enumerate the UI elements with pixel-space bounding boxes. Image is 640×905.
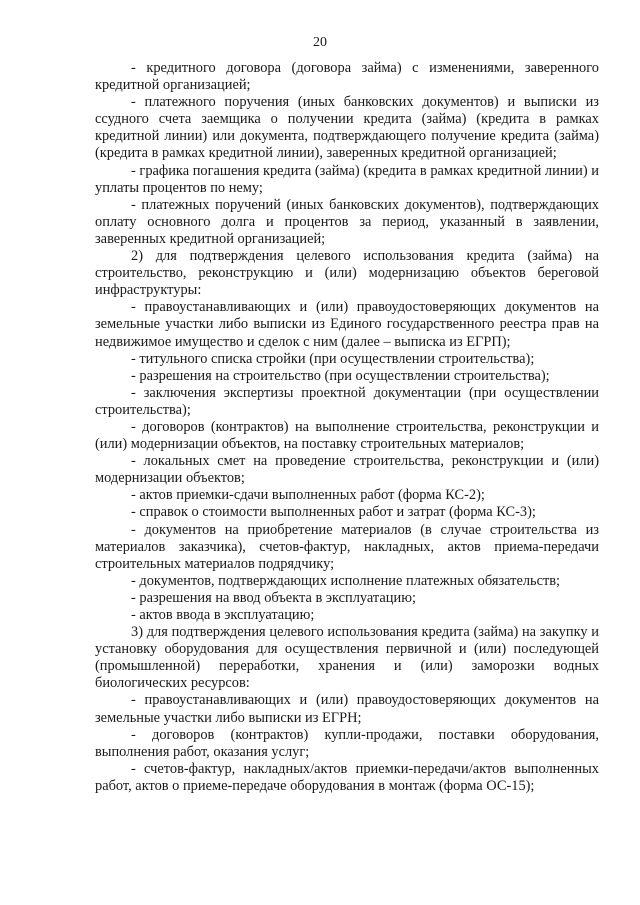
paragraph: - справок о стоимости выполненных работ и затрат (форма КС-3);	[131, 504, 536, 521]
paragraph: - титульного списка стройки (при осуществлении строительства);	[131, 350, 535, 367]
paragraph: - актов ввода в эксплуатацию;	[131, 607, 315, 623]
paragraph: 2) для подтверждения целевого использования кредита (займа) на строительство, реконструкцию и (или) модернизацию объектов береговой инфраструктуры:	[95, 248, 599, 299]
paragraph: - договоров (контрактов) купли-продажи, поставки оборудования, выполнения работ, оказания услуг;	[95, 726, 599, 760]
paragraph: - документов, подтверждающих исполнение платежных обязательств;	[131, 572, 561, 589]
paragraph: - разрешения на строительство (при осуществлении строительства);	[131, 367, 550, 384]
page-number: 20	[313, 35, 327, 50]
paragraph: - счетов-фактур, накладных/актов приемки-передачи/актов выполненных работ, актов о приеме-передаче оборудования в монтаж (форма ОС-15);	[95, 760, 599, 794]
paragraph: - локальных смет на проведение строительства, реконструкции и (или) модернизации объектов;	[95, 453, 599, 487]
paragraph: - кредитного договора (договора займа) с изменениями, заверенного кредитной организацией;	[95, 60, 599, 94]
paragraph: - актов приемки-сдачи выполненных работ (форма КС-2);	[131, 487, 485, 504]
document-body	[95, 60, 599, 795]
paragraph: - платежного поручения (иных банковских документов) и выписки из ссудного счета заемщика о получении кредита (займа) (кредита в рамках кредитной линии) или документа, подтверждающего получение кредита (займа) (кредита в рамках кредитной линии), заверенных кредитной организацией;	[95, 94, 599, 162]
paragraph: - платежных поручений (иных банковских документов), подтверждающих оплату основного долга и процентов за период, указанный в заявлении, заверенных кредитной организацией;	[95, 196, 599, 247]
paragraph: 3) для подтверждения целевого использования кредита (займа) на закупку и установку оборудования для осуществления первичной и (или) последующей (промышленной) переработки, хранения и (или) заморозки водных биологических ресурсов:	[95, 624, 599, 692]
paragraph: - правоустанавливающих и (или) правоудостоверяющих документов на земельные участки либо выписки из Единого государственного реестра прав на недвижимое имущество и сделок с ним (далее – выписка из ЕГРП);	[95, 299, 599, 350]
paragraph: - правоустанавливающих и (или) правоудостоверяющих документов на земельные участки либо выписки из ЕГРН;	[95, 692, 599, 726]
paragraph: - договоров (контрактов) на выполнение строительства, реконструкции и (или) модернизации объектов, на поставку строительных материалов;	[95, 418, 599, 453]
paragraph: - графика погашения кредита (займа) (кредита в рамках кредитной линии) и уплаты процентов по нему;	[95, 162, 599, 196]
paragraph: - заключения экспертизы проектной документации (при осуществлении строительства);	[95, 384, 599, 418]
paragraph: - документов на приобретение материалов (в случае строительства из материалов заказчика), счетов-фактур, накладных, актов приема-передачи строительных материалов подрядчику;	[95, 521, 599, 572]
paragraph: - разрешения на ввод объекта в эксплуатацию;	[131, 589, 416, 606]
